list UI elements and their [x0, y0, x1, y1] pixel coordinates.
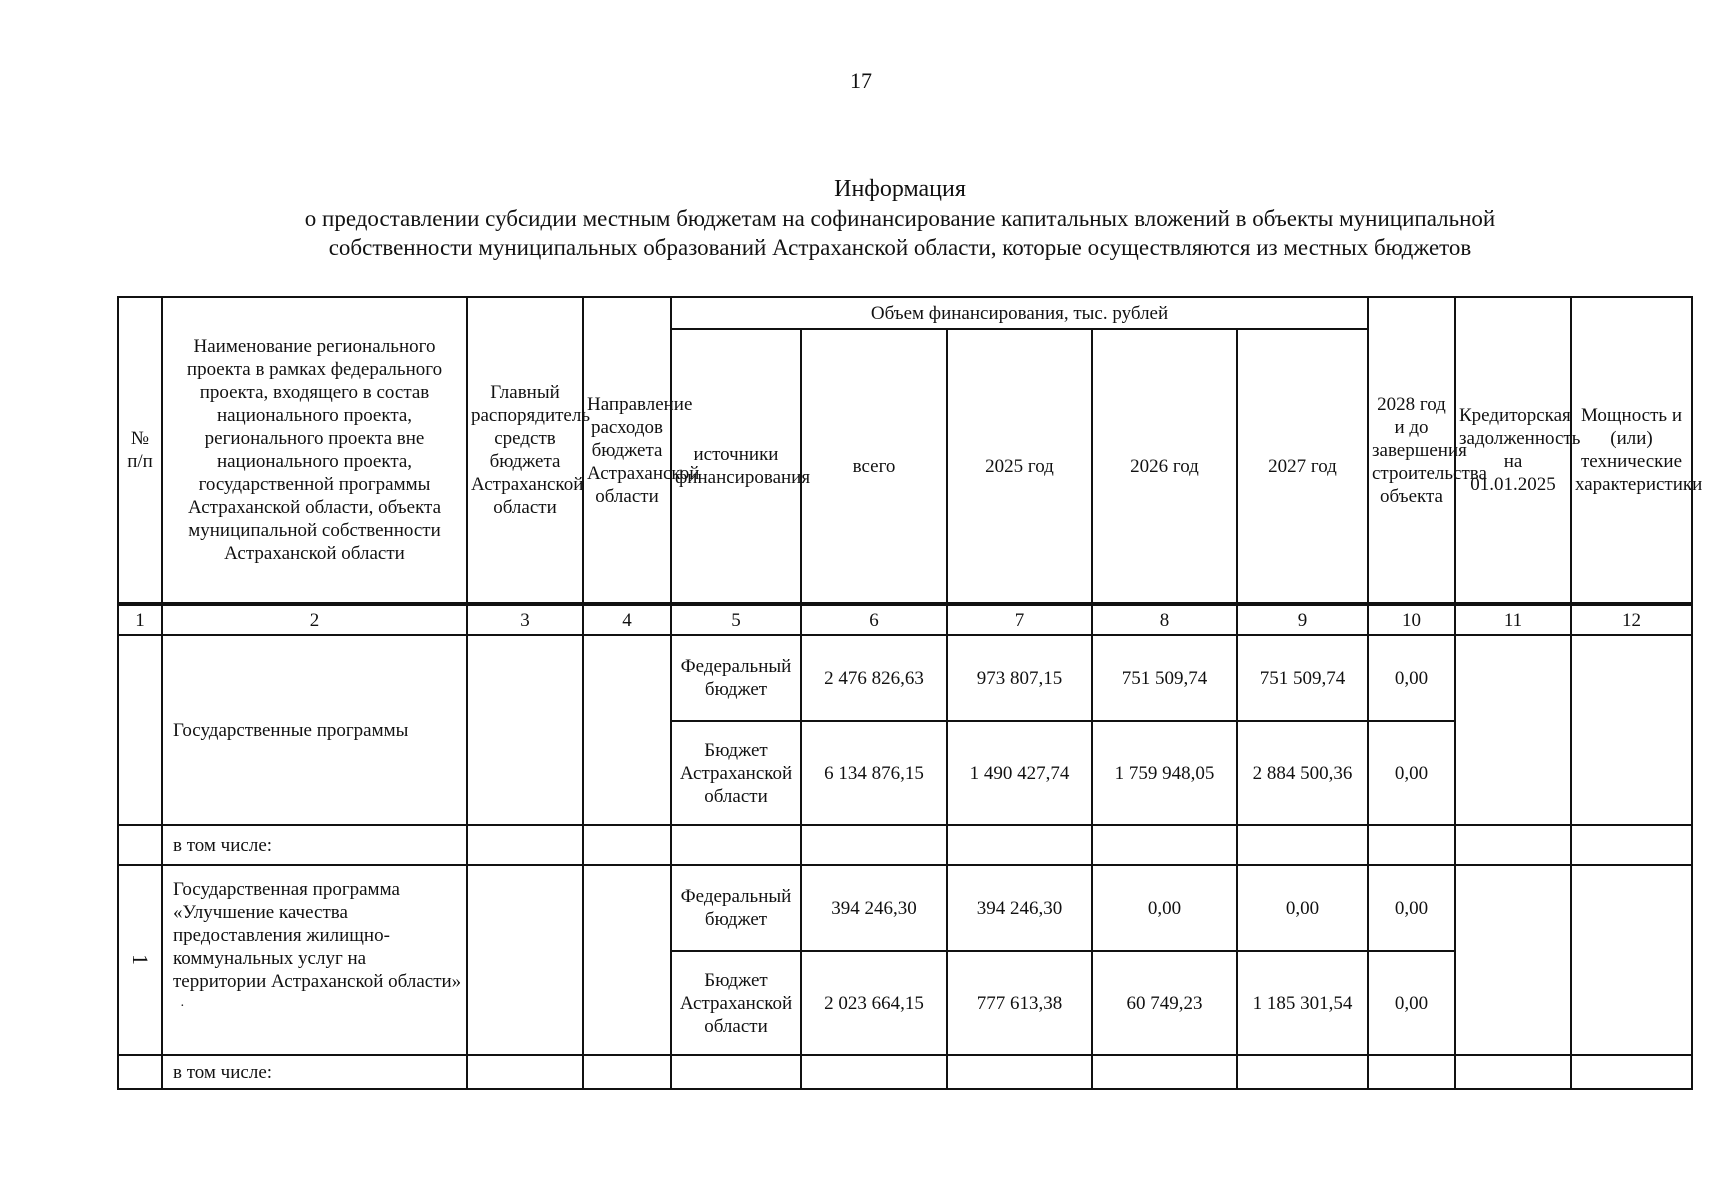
- stray-mark: ·: [173, 999, 185, 1014]
- row-num: [118, 1055, 162, 1089]
- row-2027: 1 185 301,54: [1237, 951, 1368, 1055]
- table-row: [118, 865, 1692, 951]
- header-2028: 2028 год и до завершения строительства объекта: [1368, 297, 1455, 604]
- row-2025: 973 807,15: [947, 635, 1092, 721]
- row-num: [118, 865, 162, 1055]
- row-2026: 0,00: [1092, 865, 1237, 951]
- row-name: [162, 865, 467, 1055]
- row-debt: [1455, 635, 1571, 825]
- row-direction: [583, 865, 671, 1055]
- row-source: Бюджет Астраханской области: [671, 951, 801, 1055]
- column-number: 6: [801, 604, 947, 635]
- heading-line-1: о предоставлении субсидии местным бюджетам на софинансирование капитальных вложений в объекты муниципальной: [304, 206, 1496, 231]
- row-2025: 394 246,30: [947, 865, 1092, 951]
- row-2027: 2 884 500,36: [1237, 721, 1368, 825]
- header-capacity: Мощность и (или) технические характеристики: [1571, 297, 1692, 604]
- column-number: 12: [1571, 604, 1692, 635]
- column-number: 4: [583, 604, 671, 635]
- row-direction: [583, 635, 671, 825]
- header-name: Наименование регионального проекта в рамках федерального проекта, входящего в состав национального проекта, регионального проекта вне национального проекта, государственной программы Астраханской области, объекта муниципальной собственности Астраханской области: [162, 297, 467, 604]
- row-source: Бюджет Астраханской области: [671, 721, 801, 825]
- column-number: 3: [467, 604, 583, 635]
- row-capacity: [1571, 865, 1692, 1055]
- row-source: Федеральный бюджет: [671, 635, 801, 721]
- page-number: 17: [850, 68, 872, 93]
- including-label: в том числе:: [162, 1055, 467, 1089]
- header-row-top: [118, 297, 1692, 329]
- row-2026: 60 749,23: [1092, 951, 1237, 1055]
- row-2026: 751 509,74: [1092, 635, 1237, 721]
- row-2025: 777 613,38: [947, 951, 1092, 1055]
- header-num: № п/п: [118, 297, 162, 604]
- table-row: [118, 1055, 1692, 1089]
- column-numbers-row: [118, 604, 1692, 635]
- column-number: 2: [162, 604, 467, 635]
- column-number: 1: [118, 604, 162, 635]
- row-source: Федеральный бюджет: [671, 865, 801, 951]
- table-row: [118, 825, 1692, 865]
- row-2028: 0,00: [1368, 865, 1455, 951]
- row-2027: 751 509,74: [1237, 635, 1368, 721]
- row-manager: [467, 635, 583, 825]
- header-2026: 2026 год: [1092, 329, 1237, 604]
- header-manager: Главный распорядитель средств бюджета Астраханской области: [467, 297, 583, 604]
- column-number: 5: [671, 604, 801, 635]
- row-total: 394 246,30: [801, 865, 947, 951]
- row-total: 6 134 876,15: [801, 721, 947, 825]
- funding-table: [117, 296, 1703, 1090]
- row-2025: 1 490 427,74: [947, 721, 1092, 825]
- row-manager: [467, 865, 583, 1055]
- header-sources: источники финансирования: [671, 329, 801, 604]
- row-total: 2 023 664,15: [801, 951, 947, 1055]
- header-2025: 2025 год: [947, 329, 1092, 604]
- header-direction: Направление расходов бюджета Астраханской области: [583, 297, 671, 604]
- row-name: Государственные программы: [162, 635, 467, 825]
- column-number: 9: [1237, 604, 1368, 635]
- row-2027: 0,00: [1237, 865, 1368, 951]
- column-number: 11: [1455, 604, 1571, 635]
- column-number: 8: [1092, 604, 1237, 635]
- row-2028: 0,00: [1368, 721, 1455, 825]
- header-funding-group: Объем финансирования, тыс. рублей: [671, 297, 1368, 329]
- row-2026: 1 759 948,05: [1092, 721, 1237, 825]
- row-num: [118, 635, 162, 825]
- header-total: всего: [801, 329, 947, 604]
- column-number: 7: [947, 604, 1092, 635]
- header-debt: Кредиторская задолженность на 01.01.2025: [1455, 297, 1571, 604]
- row-num: [118, 825, 162, 865]
- row-2028: 0,00: [1368, 951, 1455, 1055]
- column-number: 10: [1368, 604, 1455, 635]
- row-capacity: [1571, 635, 1692, 825]
- including-label: в том числе:: [162, 825, 467, 865]
- row-debt: [1455, 865, 1571, 1055]
- row-2028: 0,00: [1368, 635, 1455, 721]
- heading-line-2: собственности муниципальных образований Астраханской области, которые осуществляются из местных бюджетов: [328, 235, 1472, 260]
- row-total: 2 476 826,63: [801, 635, 947, 721]
- document-heading: [150, 174, 1650, 262]
- header-2027: 2027 год: [1237, 329, 1368, 604]
- row-num-value: 1: [127, 953, 153, 965]
- heading-title: Информация: [834, 176, 966, 202]
- table-row: [118, 635, 1692, 721]
- row-name-text: Государственная программа «Улучшение качества предоставления жилищно-коммунальных услуг на территории Астраханской области»: [173, 879, 462, 992]
